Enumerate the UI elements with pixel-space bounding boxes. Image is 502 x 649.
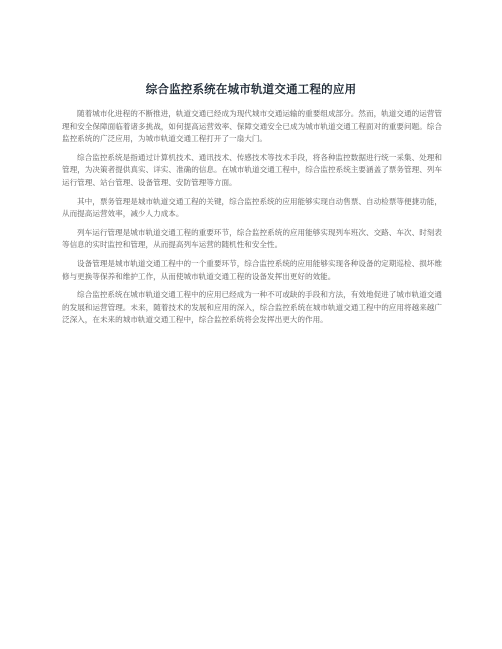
paragraph-definition: 综合监控系统是指通过计算机技术、通讯技术、传感技术等技术手段，将各种监控数据进行统一采集、处理和管理，为决策者提供真实、详实、准确的信息。在城市轨道交通工程中，综合监控系统主要涵盖了票务管理、列车运行管理、站台管理、设备管理、安防管理等方面。 bbox=[62, 152, 442, 187]
document-title: 综合监控系统在城市轨道交通工程的应用 bbox=[145, 82, 357, 96]
paragraph-conclusion: 综合监控系统在城市轨道交通工程中的应用已经成为一种不可或缺的手段和方法，有效地促进了城市轨道交通的发展和运营管理。未来，随着技术的发展和应用的深入，综合监控系统在城市轨道交通工程中的应用将越来越广泛深入，在未来的城市轨道交通工程中，综合监控系统将会发挥出更大的作用。 bbox=[62, 290, 442, 325]
paragraph-ticketing: 其中，票务管理是城市轨道交通工程的关键，综合监控系统的应用能够实现自动售票、自动检票等便捷功能，从而提高运营效率，减少人力成本。 bbox=[62, 196, 442, 219]
paragraph-train-operation: 列车运行管理是城市轨道交通工程的重要环节，综合监控系统的应用能够实现列车班次、交路、车次、时刻表等信息的实时监控和管理，从而提高列车运营的随机性和安全性。 bbox=[62, 227, 442, 250]
document-body bbox=[62, 108, 442, 333]
paragraph-equipment: 设备管理是城市轨道交通工程中的一个重要环节，综合监控系统的应用能够实现各种设备的定期巡检、损坏维修与更换等保养和维护工作，从而使城市轨道交通工程的设备发挥出更好的效能。 bbox=[62, 258, 442, 281]
paragraph-intro: 随着城市化进程的不断推进，轨道交通已经成为现代城市交通运输的重要组成部分。然而，轨道交通的运营管理和安全保障面临着诸多挑战，如何提高运营效率、保障交通安全已成为城市轨道交通工程面对的重要问题。综合监控系统的广泛应用，为城市轨道交通工程打开了一扇大门。 bbox=[62, 109, 442, 144]
